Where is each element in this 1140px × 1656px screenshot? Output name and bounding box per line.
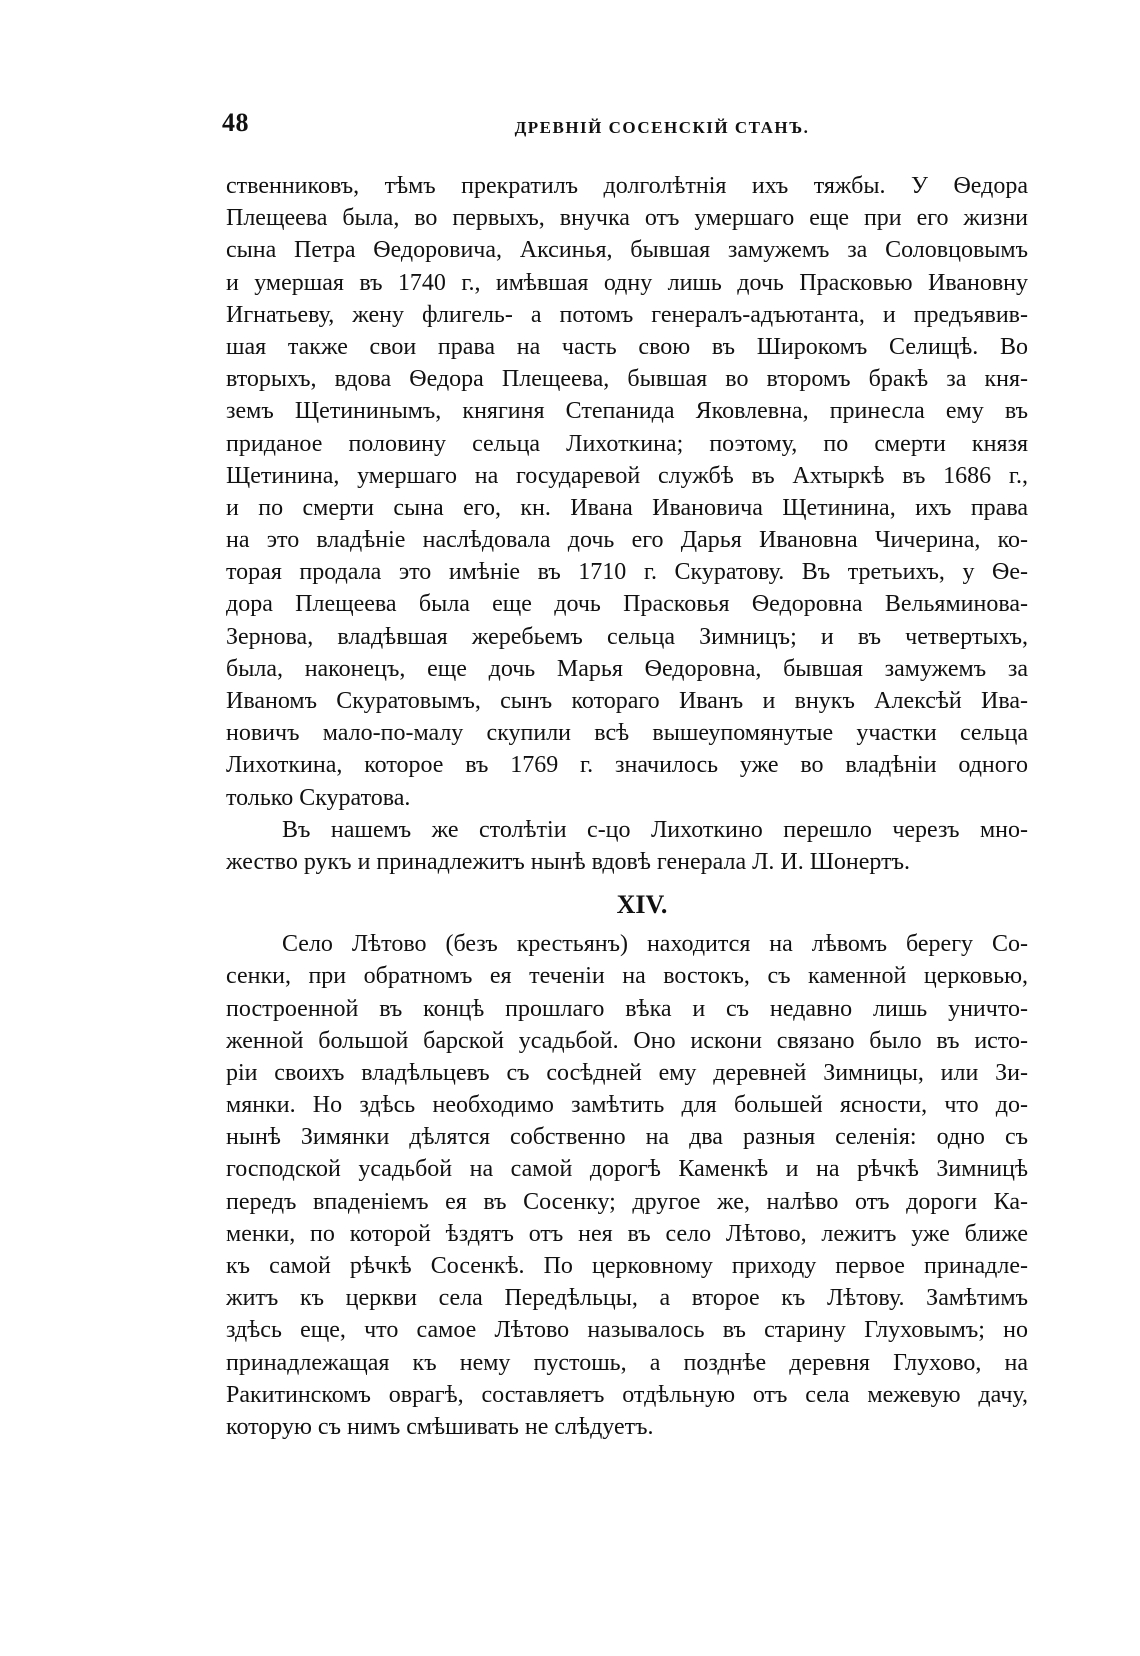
text-line: приданое половину сельца Лихоткина; поэтому, по смерти князя <box>226 430 1028 457</box>
text-line: которую съ нимъ смѣшивать не слѣдуетъ. <box>226 1413 654 1440</box>
text-line: передъ впаденіемъ ея въ Сосенку; другое же, налѣво отъ дороги Ка- <box>226 1188 1028 1215</box>
body-text <box>226 170 1028 1443</box>
running-title: ДРЕВНІЙ СОСЕНСКІЙ СТАНЪ. <box>514 118 810 137</box>
text-line: Плещеева была, во первыхъ, внучка отъ умершаго еще при его жизни <box>226 205 1028 232</box>
text-line: Въ нашемъ же столѣтіи с-цо Лихоткино перешло черезъ мно- <box>282 816 1028 843</box>
paragraph-3 <box>226 928 1028 1443</box>
text-line: здѣсь еще, что самое Лѣтово называлось въ старину Глуховымъ; но <box>226 1317 1028 1344</box>
text-line: дора Плещеева была еще дочь Прасковья Ѳедоровна Вельяминова- <box>226 591 1028 618</box>
text-line: Щетинина, умершаго на государевой службѣ въ Ахтыркѣ въ 1686 г., <box>226 462 1028 489</box>
text-line: Село Лѣтово (безъ крестьянъ) находится на лѣвомъ берегу Со- <box>282 931 1028 958</box>
paragraph-2 <box>226 814 1028 878</box>
text-line: Лихоткина, которое въ 1769 г. значилось уже во владѣніи одного <box>226 752 1028 779</box>
text-line: господской усадьбой на самой дорогѣ Каменкѣ и на рѣчкѣ Зимницѣ <box>226 1156 1028 1183</box>
text-line: земъ Щетининымъ, княгиня Степанида Яковлевна, принесла ему въ <box>226 398 1028 425</box>
text-line: житъ къ церкви села Передѣльцы, а второе къ Лѣтову. Замѣтимъ <box>226 1285 1028 1312</box>
text-line: къ самой рѣчкѣ Сосенкѣ. По церковному приходу первое принадле- <box>226 1253 1028 1279</box>
text-line: вторыхъ, вдова Ѳедора Плещеева, бывшая во второмъ бракѣ за кня- <box>226 366 1028 393</box>
text-line: сенки, при обратномъ ея теченіи на востокъ, съ каменной церковью, <box>226 963 1028 990</box>
text-line: менки, по которой ѣздятъ отъ нея въ село Лѣтово, лежитъ уже ближе <box>226 1220 1028 1247</box>
paragraph-1 <box>226 170 1028 814</box>
text-line: Иваномъ Скуратовымъ, сынъ котораго Иванъ и внукъ Алексѣй Ива- <box>226 688 1028 714</box>
text-line: на это владѣніе наслѣдовала дочь его Дарья Ивановна Чичерина, ко- <box>226 527 1028 554</box>
text-line: Зернова, владѣвшая жеребьемъ сельца Зимницъ; и въ четвертыхъ, <box>226 623 1028 650</box>
text-line: женной большой барской усадьбой. Оно искони связано было въ исто- <box>226 1027 1028 1054</box>
text-line: сына Петра Ѳедоровича, Аксинья, бывшая замужемъ за Соловцовымъ <box>226 237 1028 264</box>
text-line: построенной въ концѣ прошлаго вѣка и съ недавно лишь уничто- <box>226 995 1028 1022</box>
text-line: только Скуратова. <box>226 784 411 811</box>
text-line: Игнатьеву, жену флигель- а потомъ генералъ-адъютанта, и предъявив- <box>226 301 1028 328</box>
text-line: ріи своихъ владѣльцевъ съ сосѣдней ему деревней Зимницы, или Зи- <box>226 1059 1028 1086</box>
text-line: жество рукъ и принадлежитъ нынѣ вдовѣ генерала Л. И. Шонертъ. <box>226 848 910 875</box>
text-line: новичъ мало-по-малу скупили всѣ вышеупомянутые участки сельца <box>226 720 1028 747</box>
text-line: и умершая въ 1740 г., имѣвшая одну лишь дочь Прасковью Ивановну <box>226 269 1028 296</box>
text-line: принадлежащая къ нему пустошь, а позднѣе деревня Глухово, на <box>226 1349 1028 1376</box>
page-number: 48 <box>222 108 249 137</box>
section-heading: XIV. <box>616 890 668 920</box>
text-line: ственниковъ, тѣмъ прекратилъ долголѣтнія ихъ тяжбы. У Ѳедора <box>226 173 1028 199</box>
text-line: торая продала это имѣніе въ 1710 г. Скуратову. Въ третьихъ, у Ѳе- <box>226 559 1028 586</box>
text-line: Ракитинскомъ оврагѣ, составляетъ отдѣльную отъ села межевую дачу, <box>226 1381 1028 1408</box>
page-header <box>222 108 1032 148</box>
text-line: и по смерти сына его, кн. Ивана Ивановича Щетинина, ихъ права <box>226 494 1028 521</box>
text-line: шая также свои права на часть свою въ Широкомъ Селищѣ. Во <box>226 333 1028 360</box>
text-line: была, наконецъ, еще дочь Марья Ѳедоровна, бывшая замужемъ за <box>226 655 1028 682</box>
text-line: нынѣ Зимянки дѣлятся собственно на два разныя селенія: одно съ <box>226 1124 1028 1151</box>
text-line: мянки. Но здѣсь необходимо замѣтить для большей ясности, что до- <box>226 1092 1028 1119</box>
